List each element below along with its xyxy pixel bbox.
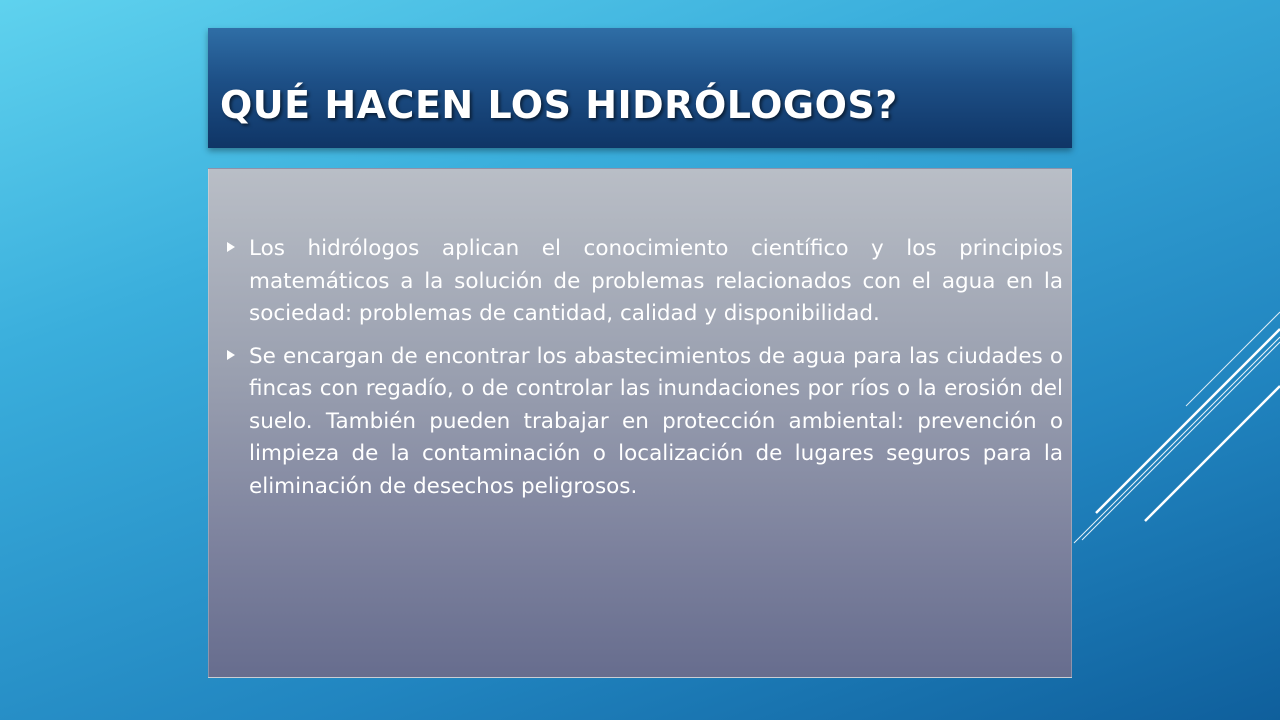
triangle-right-icon bbox=[227, 350, 235, 360]
bullet-item bbox=[227, 341, 1063, 504]
title-banner bbox=[208, 28, 1072, 148]
triangle-right-icon bbox=[227, 242, 235, 252]
bullet-text: Los hidrólogos aplican el conocimiento científico y los principios matemáticos a la solución de problemas relacionados con el agua en la sociedad: problemas de cantidad, calidad y disponibilidad. bbox=[249, 236, 1063, 326]
content-panel bbox=[208, 168, 1072, 678]
slide-title: QUÉ HACEN LOS HIDRÓLOGOS? bbox=[220, 83, 898, 127]
bullet-text: Se encargan de encontrar los abastecimientos de agua para las ciudades o fincas con regadío, o de controlar las inundaciones por ríos o la erosión del suelo. También pueden trabajar en protección ambiental: prevención o limpieza de la contaminación o localización de lugares seguros para la eliminación de desechos peligrosos. bbox=[249, 343, 1063, 499]
bullet-item bbox=[227, 233, 1063, 331]
bullet-list bbox=[227, 233, 1063, 513]
